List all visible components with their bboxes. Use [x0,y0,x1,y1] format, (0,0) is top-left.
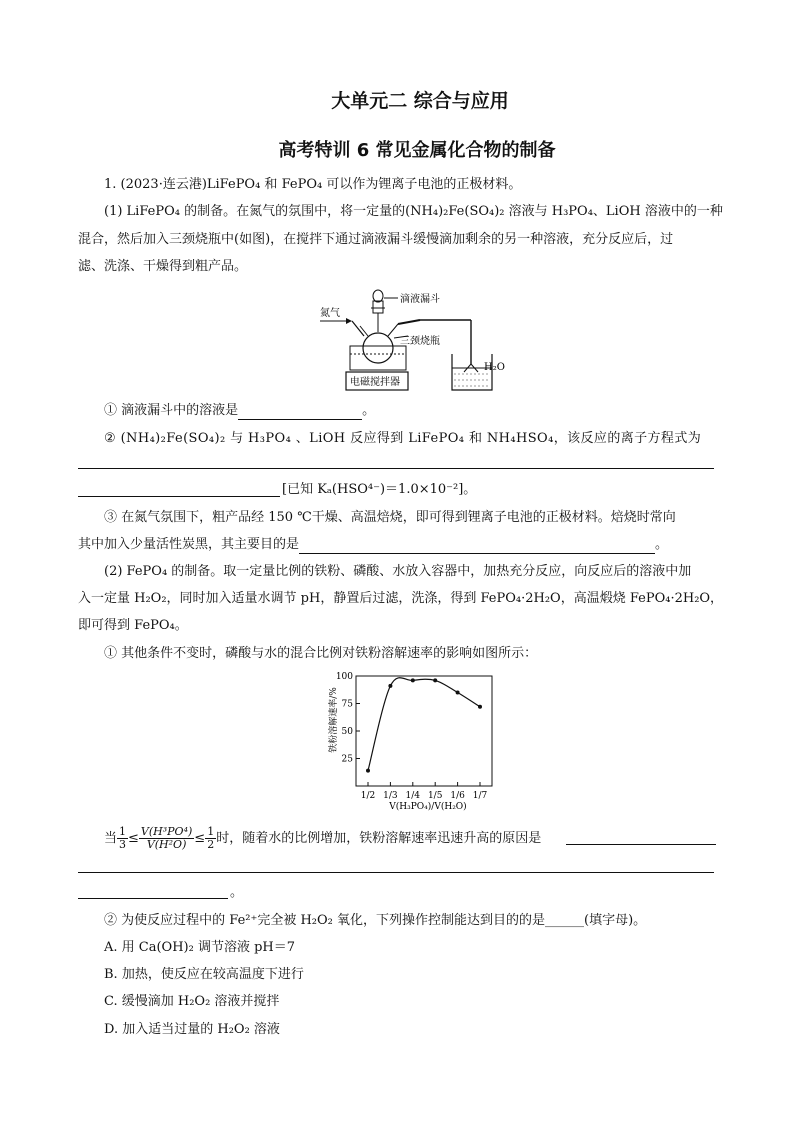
nitrogen-label: 氮气 [320,308,340,319]
option-b[interactable]: B. 加热，使反应在较高温度下进行 [104,967,304,982]
x-tick-label: 1/5 [427,791,443,801]
sub3-line2 [78,536,668,554]
water-label: H₂O [484,362,505,373]
fraction-lower [117,826,128,851]
condition-end: 。 [230,885,244,900]
chart-ylabel: 铁粉溶解速率/% [329,687,339,753]
le-sign-2: ≤ [194,831,206,846]
y-tick-label: 100 [335,672,353,682]
part2-sub2: ② 为使反应过程中的 Fe²⁺完全被 H₂O₂ 氧化，下列操作控制能达到目的的是______(填字母)。 [104,913,647,928]
chart-xlabel: V(H₃PO₄)/V(H₂O) [389,802,467,812]
condition-answer-line2[interactable] [78,872,714,873]
condition-prefix: 当 [104,831,118,846]
x-tick-label: 1/6 [450,791,465,801]
sub3-label: 其中加入少量活性炭黑，其主要目的是 [78,537,300,552]
apparatus-figure [316,286,516,394]
fraction-ratio-den: V(H²O) [146,838,187,851]
data-point [433,678,437,682]
fraction-ratio-num: V(H³PO⁴) [140,825,193,838]
condition-line [104,822,541,856]
unit-title: 大单元二 综合与应用 [331,90,509,112]
y-tick-label: 50 [341,727,353,737]
sub2-known-condition: [已知 Kₐ(HSO⁴⁻)＝1.0×10⁻²]。 [282,482,477,497]
y-tick-label: 75 [341,699,353,710]
section-title: 高考特训 6 常见金属化合物的制备 [278,140,556,161]
sub2-line1: ② (NH₄)₂Fe(SO₄)₂ 与 H₃PO₄ 、LiOH 反应得到 LiFePO₄ 和 NH₄HSO₄，该反应的离子方程式为 [104,431,702,446]
dissolution-rate-chart [316,668,506,812]
option-c[interactable]: C. 缓慢滴加 H₂O₂ 溶液并搅拌 [104,994,280,1009]
series-line [368,678,480,771]
x-tick-label: 1/3 [383,791,398,801]
part2-line1: (2) FePO₄ 的制备。取一定量比例的铁粉、磷酸、水放入容器中，加热充分反应，向反应后的溶液中加 [104,564,692,579]
part2-sub1: ① 其他条件不变时，磷酸与水的混合比例对铁粉溶解速率的影响如图所示： [104,646,538,661]
sub1-label: ① 滴液漏斗中的溶液是 [104,403,239,418]
part1-line3: 滤、洗涤、干燥得到粗产品。 [78,259,248,274]
funnel-label: 滴液漏斗 [400,294,440,305]
condition-suffix: 时，随着水的比例增加，铁粉溶解速率迅速升高的原因是 [216,831,542,846]
x-tick-label: 1/7 [472,791,488,801]
flask-label: 三颈烧瓶 [400,336,440,347]
y-tick-label: 25 [341,754,353,765]
data-point [411,678,415,682]
sub3-line1: ③ 在氮气氛围下，粗产品经 150 ℃干燥、高温焙烧，即可得到锂离子电池的正极材料。焙烧时常向 [104,510,676,525]
sub1-end: 。 [362,403,376,418]
fraction-ratio [139,826,194,851]
sub1-text [104,402,375,420]
option-d[interactable]: D. 加入适当过量的 H₂O₂ 溶液 [104,1022,280,1037]
condition-answer-line3[interactable] [78,898,228,899]
fraction-lower-num: 1 [119,825,127,838]
data-point [366,769,370,773]
stirrer-label: 电磁搅拌器 [350,377,400,388]
fraction-lower-den: 3 [119,838,127,851]
sub3-answer-blank[interactable] [299,539,655,554]
part1-line1: (1) LiFePO₄ 的制备。在氮气的氛围中，将一定量的(NH₄)₂Fe(SO₄)₂ 溶液与 H₃PO₄、LiOH 溶液中的一种 [104,204,723,219]
data-point [478,705,482,709]
condition-answer-line1[interactable] [566,844,716,845]
x-tick-label: 1/4 [405,791,421,801]
x-tick-label: 1/2 [360,791,376,801]
sub1-answer-blank[interactable] [238,405,362,420]
part2-line2: 入一定量 H₂O₂，同时加入适量水调节 pH，静置后过滤，洗涤，得到 FePO₄·2H₂O，高温煅烧 FePO₄·2H₂O， [78,591,724,606]
part1-line2: 混合，然后加入三颈烧瓶中(如图)，在搅拌下通过滴液漏斗缓慢滴加剩余的另一种溶液，充分反应后，过 [78,232,674,247]
chart-frame [356,676,492,786]
sub2-answer-line1[interactable] [78,468,714,469]
option-a[interactable]: A. 用 Ca(OH)₂ 调节溶液 pH＝7 [104,940,296,955]
fraction-upper [205,826,216,851]
part2-line3: 即可得到 FePO₄。 [78,618,188,633]
sub3-end: 。 [655,537,669,552]
data-point [388,684,392,688]
fraction-upper-num: 1 [207,825,215,838]
le-sign-1: ≤ [128,831,139,846]
question-intro: 1. (2023·连云港)LiFePO₄ 和 FePO₄ 可以作为锂离子电池的正极材料。 [104,177,522,192]
fraction-upper-den: 2 [207,838,215,851]
data-point [456,691,460,695]
sub2-answer-line2[interactable] [78,496,280,497]
